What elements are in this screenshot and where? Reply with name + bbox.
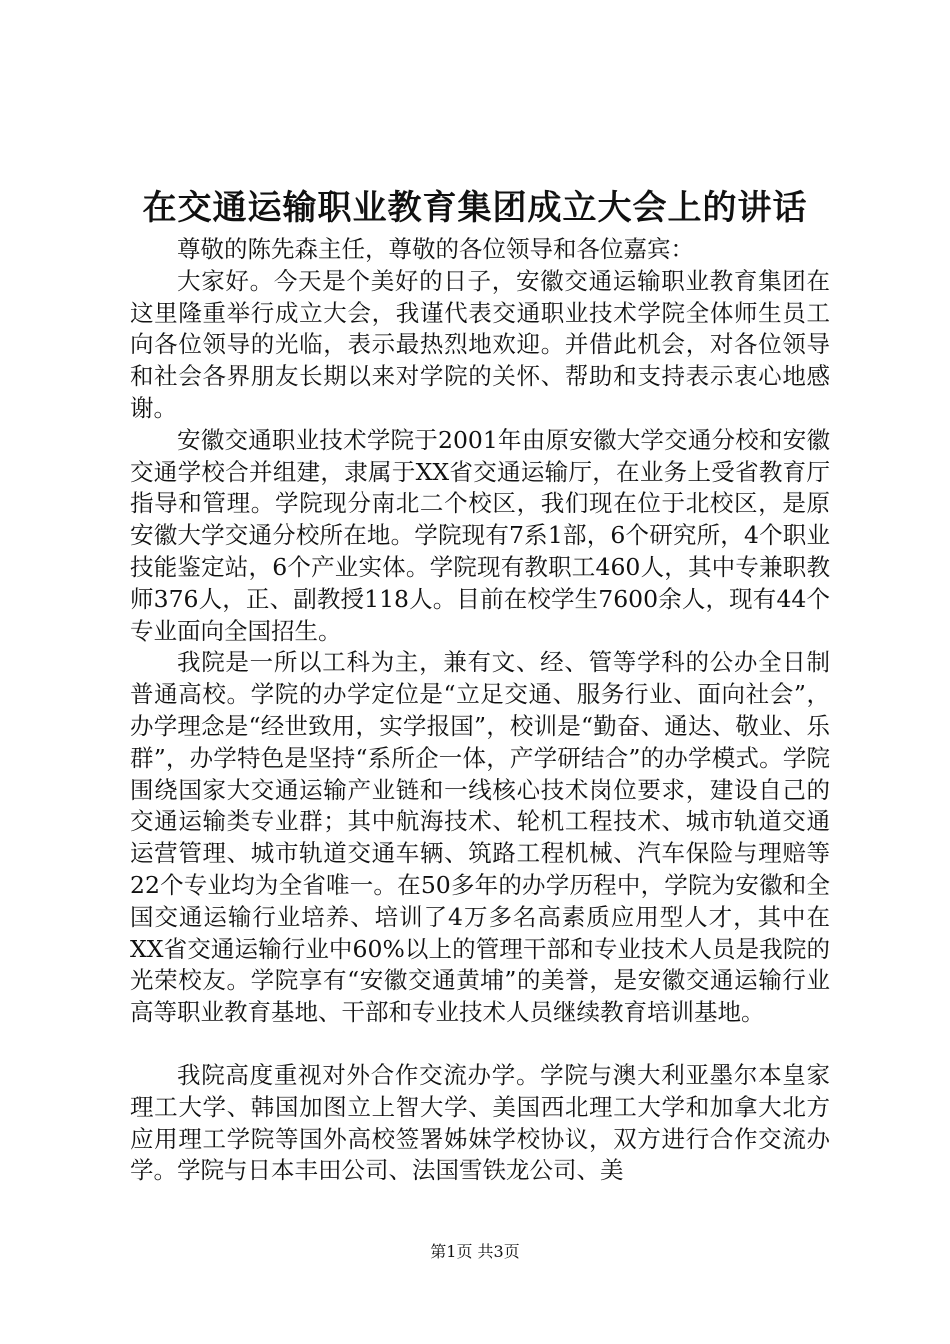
body-paragraph: 大家好。今天是个美好的日子，安徽交通运输职业教育集团在这里隆重举行成立大会，我谨代表交通职业技术学院全体师生员工向各位领导的光临，表示最热烈地欢迎。并借此机会，对各位领导和社会各界朋友长期以来对学院的关怀、帮助和支持表示衷心地感谢。 (130, 266, 830, 422)
page-title: 在交通运输职业教育集团成立大会上的讲话 (142, 188, 808, 228)
page-number-footer: 第1页 共3页 (430, 1242, 520, 1261)
body-paragraph: 安徽交通职业技术学院于2001年由原安徽大学交通分校和安徽交通学校合并组建，隶属于XX省交通运输厅，在业务上受省教育厅指导和管理。学院现分南北二个校区，我们现在位于北校区，是原安徽大学交通分校所在地。学院现有7系1部，6个研究所，4个职业技能鉴定站，6个产业实体。学院现有教职工460人，其中专兼职教师376人，正、副教授118人。目前在校学生7600余人，现有44个专业面向全国招生。 (130, 425, 830, 645)
body-paragraph: 我院是一所以工科为主，兼有文、经、管等学科的公办全日制普通高校。学院的办学定位是“立足交通、服务行业、面向社会”，办学理念是“经世致用，实学报国”，校训是“勤奋、通达、敬业、乐群”，办学特色是坚持“系所企一体，产学研结合”的办学模式。学院围绕国家大交通运输产业链和一线核心技术岗位要求，建设自己的交通运输类专业群；其中航海技术、轮机工程技术、城市轨道交通运营管理、城市轨道交通车辆、筑路工程机械、汽车保险与理赔等22个专业均为全省唯一。在50多年的办学历程中，学院为安徽和全国交通运输行业培养、培训了4万多名高素质应用型人才，其中在XX省交通运输行业中60%以上的管理干部和专业技术人员是我院的光荣校友。学院享有“安徽交通黄埔”的美誉，是安徽交通运输行业高等职业教育基地、干部和专业技术人员继续教育培训基地。 (130, 648, 830, 1027)
document-body (130, 234, 830, 1187)
salutation-paragraph: 尊敬的陈先森主任，尊敬的各位领导和各位嘉宾： (177, 235, 694, 263)
body-paragraph: 我院高度重视对外合作交流办学。学院与澳大利亚墨尔本皇家理工大学、韩国加图立上智大学、美国西北理工大学和加拿大北方应用理工学院等国外高校签署姊妹学校协议，双方进行合作交流办学。学院与日本丰田公司、法国雪铁龙公司、美 (130, 1060, 830, 1185)
